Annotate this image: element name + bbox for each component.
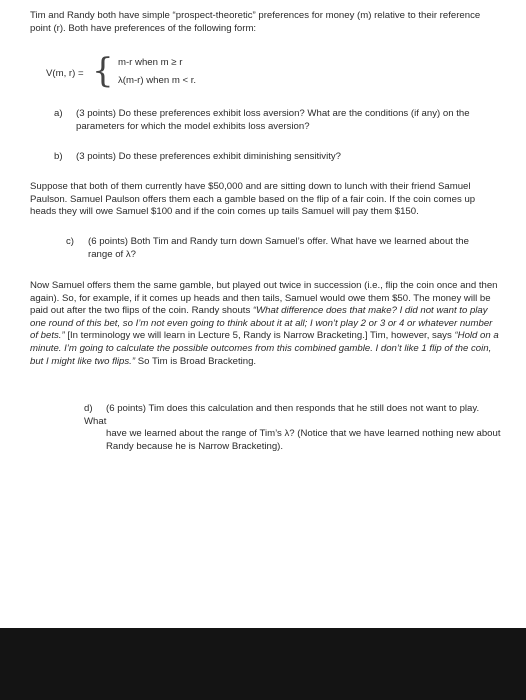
- question-a-number: a): [54, 108, 63, 119]
- question-c-line2: range of λ?: [88, 248, 137, 260]
- question-d: [84, 403, 504, 453]
- bracketing-part2: [In terminology we will learn in Lecture 5, Randy is Narrow Bracketing.] Tim, however, says: [64, 330, 455, 342]
- question-c-number: c): [66, 236, 74, 247]
- question-d-line3: Randy because he is Narrow Bracketing).: [106, 440, 284, 452]
- bracketing-part1: Now Samuel offers them the same gamble, but played out twice in succession (i.e., flip the coin once and then again). So, for example, if it comes up heads and then tails, Samuel would owe them $50. The money will be paid out after the two flips of the coin. Randy shouts: [30, 280, 498, 317]
- bracketing-part3: So Tim is Broad Bracketing.: [135, 355, 257, 367]
- formula-case-gain: m-r when m ≥ r: [118, 57, 183, 68]
- question-a-line2: parameters for which the model exhibits loss aversion?: [76, 120, 310, 132]
- bottom-dark-bar: [0, 628, 526, 700]
- question-d-line1: (6 points) Tim does this calculation and then responds that he still does not want to play. What: [84, 403, 480, 427]
- tim-quote: “Hold on a minute. I’m going to calculate the possible outcomes from this combined gamble. I don’t like 1 flip of the coin, but I might like two flips.”: [30, 330, 499, 367]
- question-b: [54, 151, 504, 164]
- randy-quote: “What difference does that make? I did not want to play one round of this bet, so I’m not even going to think about it at all; I won’t play 2 or 3 or 4 or whatever number of bets.”: [30, 305, 493, 342]
- question-a-line1: (3 points) Do these preferences exhibit loss aversion? What are the conditions (if any) on the: [76, 108, 470, 119]
- formula-brace: {: [92, 51, 114, 91]
- formula-lhs: V(m, r) =: [46, 68, 84, 79]
- intro-paragraph: Tim and Randy both have simple “prospect-theoretic” preferences for money (m) relative to their reference point (r). Both have preferences of the following form:: [30, 10, 481, 34]
- question-d-line2: have we learned about the range of Tim’s λ? (Notice that we have learned nothing new about: [106, 428, 501, 440]
- bracketing-paragraph: [30, 280, 500, 368]
- setup-paragraph: Suppose that both of them currently have $50,000 and are sitting down to lunch with their friend Samuel Paulson. Samuel Paulson offers them each a gamble based on the flip of a fair coin. If the coin comes up heads they will owe Samuel $100 and if the coin comes up tails Samuel will pay them $150.: [30, 181, 476, 218]
- question-b-text: (3 points) Do these preferences exhibit diminishing sensitivity?: [76, 151, 342, 162]
- question-a: [54, 108, 504, 133]
- question-c-line1: (6 points) Both Tim and Randy turn down Samuel’s offer. What have we learned about the: [88, 236, 469, 247]
- question-d-number: d): [84, 403, 93, 414]
- formula-case-loss: λ(m-r) when m < r.: [118, 75, 197, 86]
- question-b-number: b): [54, 151, 63, 162]
- question-c: [66, 236, 500, 261]
